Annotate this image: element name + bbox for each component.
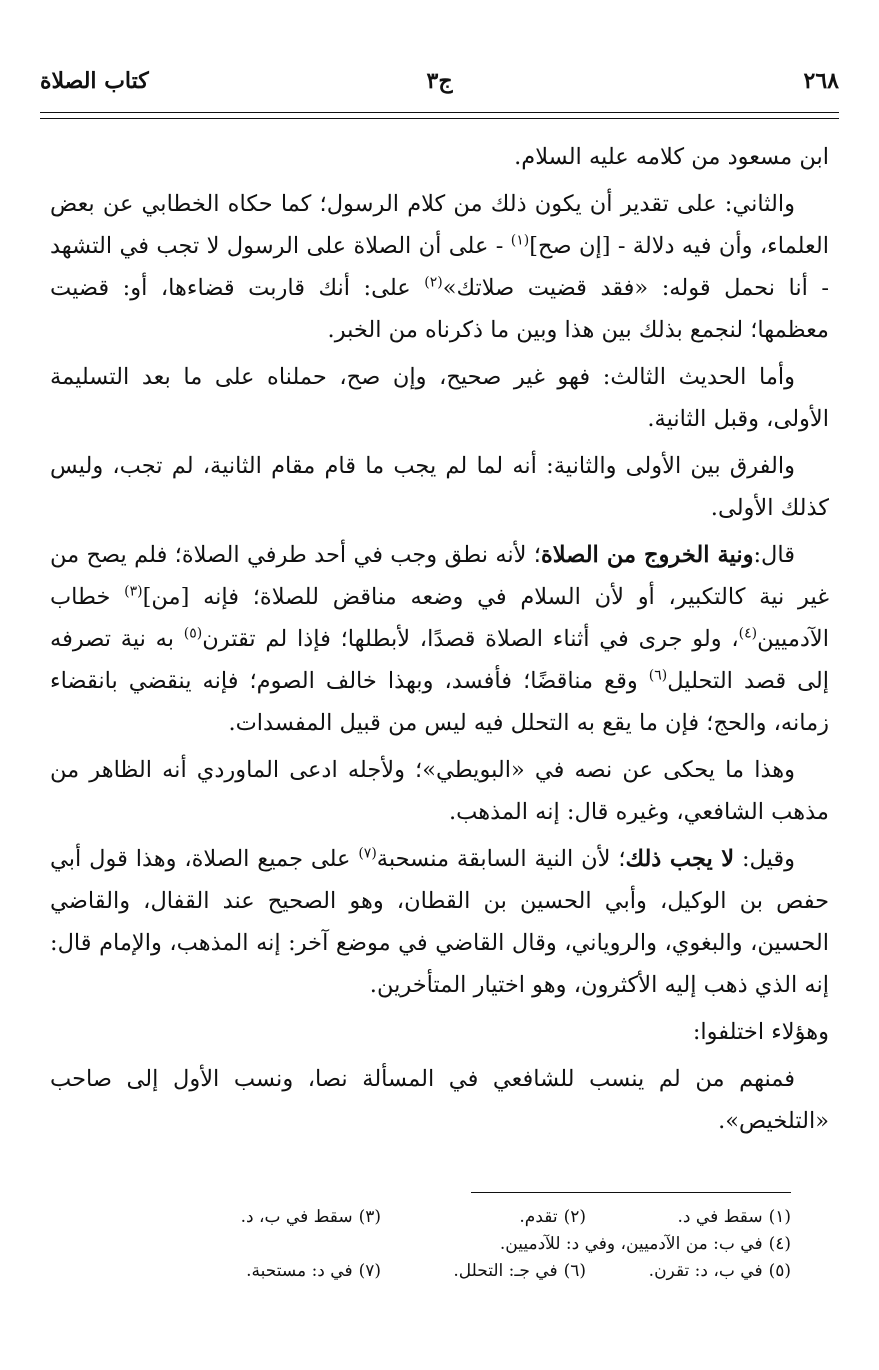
matn-keyword: ونية الخروج من الصلاة (540, 542, 754, 568)
paragraph-3: وأما الحديث الثالث: فهو غير صحيح، وإن صح، حملناه على ما بعد التسليمة الأولى، وقبل الثانية. (50, 364, 829, 432)
footnote-ref-5[interactable]: (٥) (183, 625, 203, 642)
footnote-7: (٧)في د: مستحبة. (246, 1261, 381, 1281)
footnote-ref-2[interactable]: (٢) (424, 274, 443, 291)
footnote-3: (٣)سقط في ب، د. (240, 1207, 381, 1227)
footnote-separator (471, 1192, 791, 1193)
page-number: ٢٦٨ (803, 68, 839, 94)
body-text (50, 136, 829, 1147)
footnote-row (60, 1204, 791, 1231)
paragraph-7: وقيل: لا يجب ذلك؛ لأن النية السابقة منسحبة$^{(٧)}$ على جميع الصلاة، وهذا قول أبي حفص بن الوكيل، وأبي الحسين بن القطان، وهو الصحيح عند القفال، والقاضي الحسين، والبغوي، والروياني، وقال القاضي في موضع آخر: إنه المذهب، والإمام قال: إنه الذي ذهب إليه الأكثرون، وهو اختيار المتأخرين. (50, 845, 829, 998)
footnote-ref-6[interactable]: (٦) (648, 667, 668, 684)
footnote-4: (٤)في ب: من الآدميين، وفي د: للآدميين. (499, 1234, 791, 1254)
footnote-ref-1[interactable]: (١) (510, 232, 530, 249)
footnote-ref-4[interactable]: (٤) (738, 625, 758, 642)
paragraph-2: والثاني: على تقدير أن يكون ذلك من كلام الرسول؛ كما حكاه الخطابي عن بعض العلماء، وأن فيه دلالة - [إن صح]$^{(١)}$ - على أن الصلاة على الرسول لا تجب في التشهد - أنا نحمل قوله: «فقد قضيت صلاتك»$^{(٢)}$ على: أنك قاربت قضاءها، أو: قضيت معظمها؛ لنجمع بذلك بين هذا وبين ما ذكرناه من الخبر. (50, 191, 830, 343)
volume-label: ج٣ (426, 68, 453, 94)
running-header (40, 62, 839, 102)
paragraph-1: ابن مسعود من كلامه عليه السلام. (514, 144, 829, 170)
footnote-6: (٦)في جـ: التحلل. (453, 1261, 586, 1281)
footnote-row (60, 1231, 791, 1258)
section-title: كتاب الصلاة (40, 68, 149, 94)
footnote-5: (٥)في ب، د: تقرن. (648, 1261, 791, 1281)
footnote-ref-7[interactable]: (٧) (358, 845, 377, 862)
paragraph-5: قال:ونية الخروج من الصلاة؛ لأنه نطق وجب في أحد طرفي الصلاة؛ فلم يصح من غير نية كالتكبير، أو لأن السلام في وضعه مناقض للصلاة؛ فإنه [من]$^{(٣)}$ خطاب الآدميين$^{(٤)}$، ولو جرى في أثناء الصلاة قصدًا، لأبطلها؛ فإذا لم تقترن$^{(٥)}$ به نية تصرفه إلى قصد التحليل$^{(٦)}$ وقع مناقضًا؛ فأفسد، وبهذا خالف الصوم؛ فإنه ينقضي بانقضاء زمانه، والحج؛ فإن ما يقع به التحلل فيه ليس من قبيل المفسدات. (50, 542, 830, 736)
paragraph-4: والفرق بين الأولى والثانية: أنه لما لم يجب ما قام مقام الثانية، لم تجب، وليس كذلك الأولى. (50, 453, 829, 521)
footnotes (60, 1204, 791, 1285)
header-rule-thin (40, 118, 839, 119)
paragraph-8: وهؤلاء اختلفوا: (692, 1019, 829, 1045)
header-rule-thick (40, 112, 839, 113)
footnote-2: (٢)تقدم. (519, 1207, 586, 1227)
paragraph-6: وهذا ما يحكى عن نصه في «البويطي»؛ ولأجله ادعى الماوردي أنه الظاهر من مذهب الشافعي، وغيره قال: إنه المذهب. (50, 757, 829, 825)
footnote-row (60, 1258, 791, 1285)
paragraph-9: فمنهم من لم ينسب للشافعي في المسألة نصا، ونسب الأول إلى صاحب «التلخيص». (50, 1066, 829, 1134)
footnote-ref-3[interactable]: (٣) (124, 583, 143, 600)
footnote-1: (١)سقط في د. (677, 1207, 791, 1227)
matn-keyword: لا يجب ذلك (625, 846, 735, 872)
